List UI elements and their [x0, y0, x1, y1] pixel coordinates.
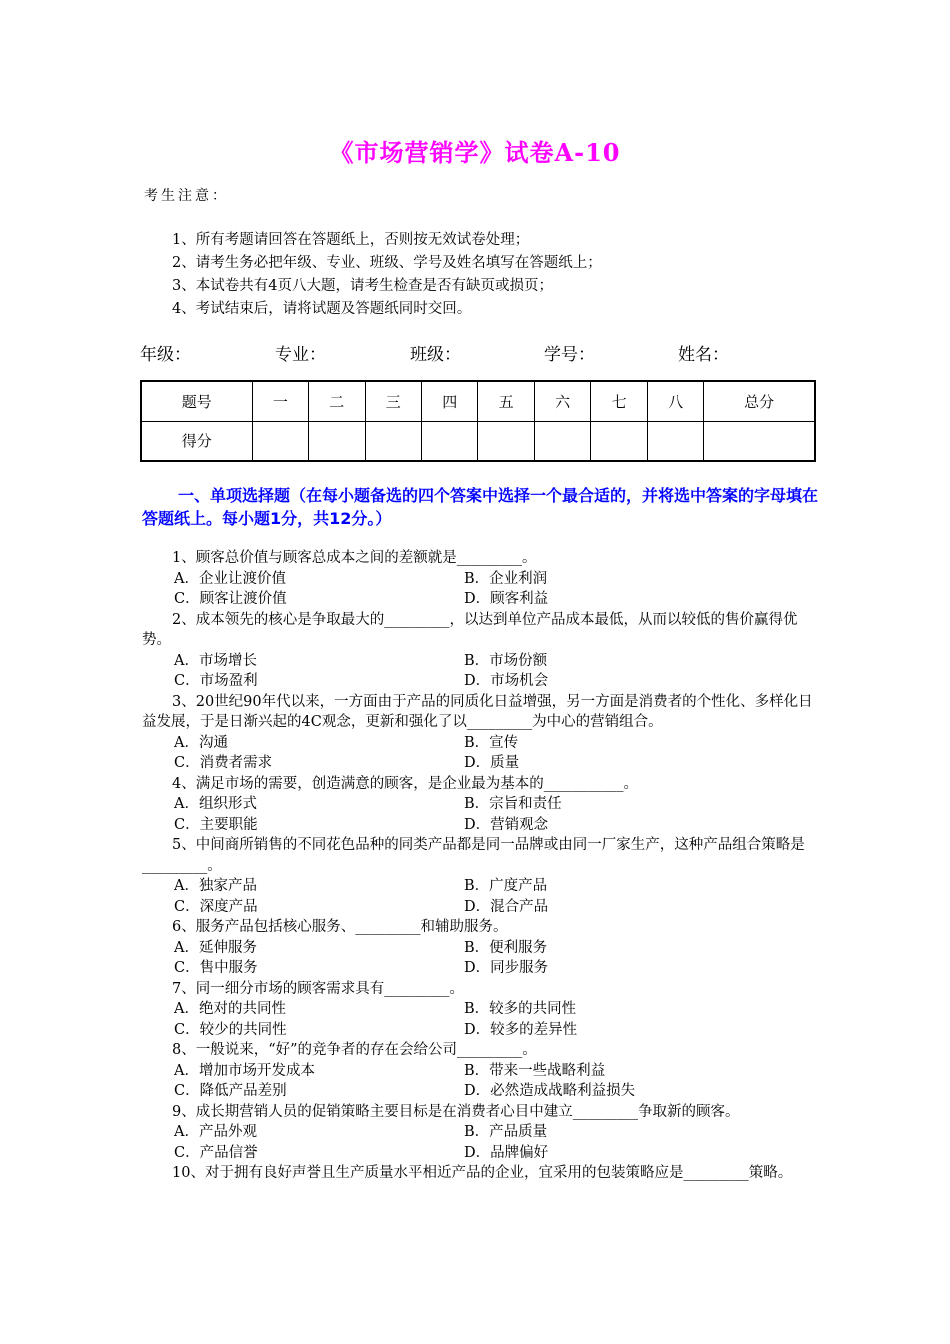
answer-option: A．市场增长: [174, 652, 257, 669]
answer-option: D．顾客利益: [464, 591, 549, 607]
score-header-cell: 二: [309, 381, 365, 421]
score-header-cell: 题号: [141, 381, 252, 421]
score-cell: [647, 421, 703, 461]
grade-label: 年级：: [140, 345, 191, 365]
answer-option: A．绝对的共同性: [174, 1001, 286, 1017]
options-row: [142, 1122, 818, 1143]
answer-option: C．较少的共同性: [174, 1021, 287, 1038]
question-stem: 7、同一细分市场的顾客需求具有_________。: [172, 980, 464, 997]
student-id-label: 学号：: [544, 345, 595, 365]
answer-option: D．混合产品: [464, 898, 549, 915]
options-row: [142, 733, 818, 754]
question-stem: 6、服务产品包括核心服务、_________和辅助服务。: [172, 919, 508, 935]
question-list: [142, 548, 818, 1184]
options-row: [142, 589, 818, 610]
options-row: [142, 1081, 818, 1102]
answer-option: A．组织形式: [174, 796, 257, 812]
answer-option: C．顾客让渡价值: [174, 591, 287, 607]
score-cell: [309, 421, 365, 461]
answer-option: B．便利服务: [464, 939, 548, 956]
question-stem: 5、中间商所销售的不同花色品种的同类产品都是同一品牌或由同一厂家生产，这种产品组合策略是_________。: [142, 837, 805, 874]
score-header-cell: 四: [422, 381, 478, 421]
score-table: [140, 380, 816, 462]
options-row: [142, 999, 818, 1020]
score-cell: [704, 421, 815, 461]
score-header-cell: 八: [647, 381, 703, 421]
score-table-score-row: [141, 421, 815, 461]
name-label: 姓名：: [678, 345, 729, 365]
options-row: [142, 1143, 818, 1164]
class-label: 班级：: [410, 345, 461, 365]
answer-option: D．同步服务: [464, 960, 549, 976]
options-row: [142, 569, 818, 590]
answer-option: B．市场份额: [464, 652, 548, 669]
notice-item: 2、请考生务必把年级、专业、班级、学号及姓名填写在答题纸上；: [172, 255, 602, 271]
answer-option: D．品牌偏好: [464, 1144, 549, 1161]
question-stem: 10、对于拥有良好声誉且生产质量水平相近产品的企业，宜采用的包装策略应是_________策略。: [172, 1165, 793, 1181]
answer-option: B．企业利润: [464, 570, 548, 587]
score-cell: [252, 421, 308, 461]
score-cell: [422, 421, 478, 461]
answer-option: D．较多的差异性: [464, 1021, 578, 1038]
score-header-cell: 七: [591, 381, 647, 421]
options-row: [142, 753, 818, 774]
answer-option: D．市场机会: [464, 673, 549, 689]
answer-option: C．售中服务: [174, 960, 258, 976]
score-cell: [534, 421, 590, 461]
answer-option: C．主要职能: [174, 816, 258, 833]
score-cell: [591, 421, 647, 461]
answer-option: B．宗旨和责任: [464, 796, 562, 812]
answer-option: C．消费者需求: [174, 755, 273, 771]
options-row: [142, 671, 818, 692]
answer-option: A．产品外观: [174, 1124, 257, 1140]
score-cell: [478, 421, 534, 461]
options-row: [142, 938, 818, 959]
answer-option: A．企业让渡价值: [174, 570, 286, 587]
notice-heading: 考生注意：: [144, 188, 229, 204]
question-stem: 9、成长期营销人员的促销策略主要目标是在消费者心目中建立_________争取新的顾客。: [172, 1103, 740, 1120]
major-label: 专业：: [275, 345, 326, 365]
score-header-cell: 总分: [704, 381, 815, 421]
score-row-label: 得分: [141, 421, 252, 461]
answer-option: A．独家产品: [174, 878, 257, 894]
question-stem: 3、20世纪90年代以来，一方面由于产品的同质化日益增强，另一方面是消费者的个性化、多样化日益发展，于是日渐兴起的4C观念，更新和强化了以_________为中心的营销组合。: [142, 693, 813, 730]
score-header-cell: 一: [252, 381, 308, 421]
answer-option: B．广度产品: [464, 878, 548, 894]
options-row: [142, 1020, 818, 1041]
notice-item: 4、考试结束后，请将试题及答题纸同时交回。: [172, 301, 472, 317]
options-row: [142, 1061, 818, 1082]
answer-option: D．质量: [464, 755, 520, 771]
options-row: [142, 897, 818, 918]
notice-item: 3、本试卷共有4页八大题，请考生检查是否有缺页或损页；: [172, 278, 553, 294]
question-stem: 2、成本领先的核心是争取最大的_________，以达到单位产品成本最低，从而以较低的售价赢得优势。: [142, 611, 798, 648]
score-cell: [365, 421, 421, 461]
exam-title: 《市场营销学》试卷A-10: [329, 138, 621, 167]
student-info-row: [140, 340, 820, 366]
notice-item: 1、所有考题请回答在答题纸上，否则按无效试卷处理；: [172, 232, 530, 248]
question-stem: 8、一般说来，“好”的竞争者的存在会给公司_________。: [172, 1042, 537, 1058]
options-row: [142, 876, 818, 897]
options-row: [142, 958, 818, 979]
answer-option: A．增加市场开发成本: [174, 1062, 315, 1079]
answer-option: C．产品信誉: [174, 1144, 258, 1161]
answer-option: B．带来一些战略利益: [464, 1062, 606, 1079]
answer-option: A．沟通: [174, 734, 228, 751]
options-row: [142, 794, 818, 815]
answer-option: A．延伸服务: [174, 939, 257, 956]
answer-option: B．宣传: [464, 734, 519, 751]
answer-option: D．必然造成战略利益损失: [464, 1083, 636, 1099]
section-heading: 一、单项选择题（在每小题备选的四个答案中选择一个最合适的，并将选中答案的字母填在答题纸上。每小题1分，共12分。）: [142, 486, 819, 528]
notice-list: [172, 229, 602, 321]
score-header-cell: 五: [478, 381, 534, 421]
score-table-header-row: [141, 381, 815, 421]
score-header-cell: 六: [534, 381, 590, 421]
question-stem: 4、满足市场的需要，创造满意的顾客，是企业最为基本的___________。: [172, 775, 638, 792]
question-stem: 1、顾客总价值与顾客总成本之间的差额就是_________。: [172, 550, 537, 566]
answer-option: C．降低产品差别: [174, 1083, 287, 1099]
answer-option: B．较多的共同性: [464, 1001, 577, 1017]
answer-option: C．深度产品: [174, 898, 258, 915]
score-header-cell: 三: [365, 381, 421, 421]
options-row: [142, 651, 818, 672]
options-row: [142, 815, 818, 836]
answer-option: C．市场盈利: [174, 673, 258, 689]
answer-option: D．营销观念: [464, 816, 549, 833]
answer-option: B．产品质量: [464, 1124, 548, 1140]
